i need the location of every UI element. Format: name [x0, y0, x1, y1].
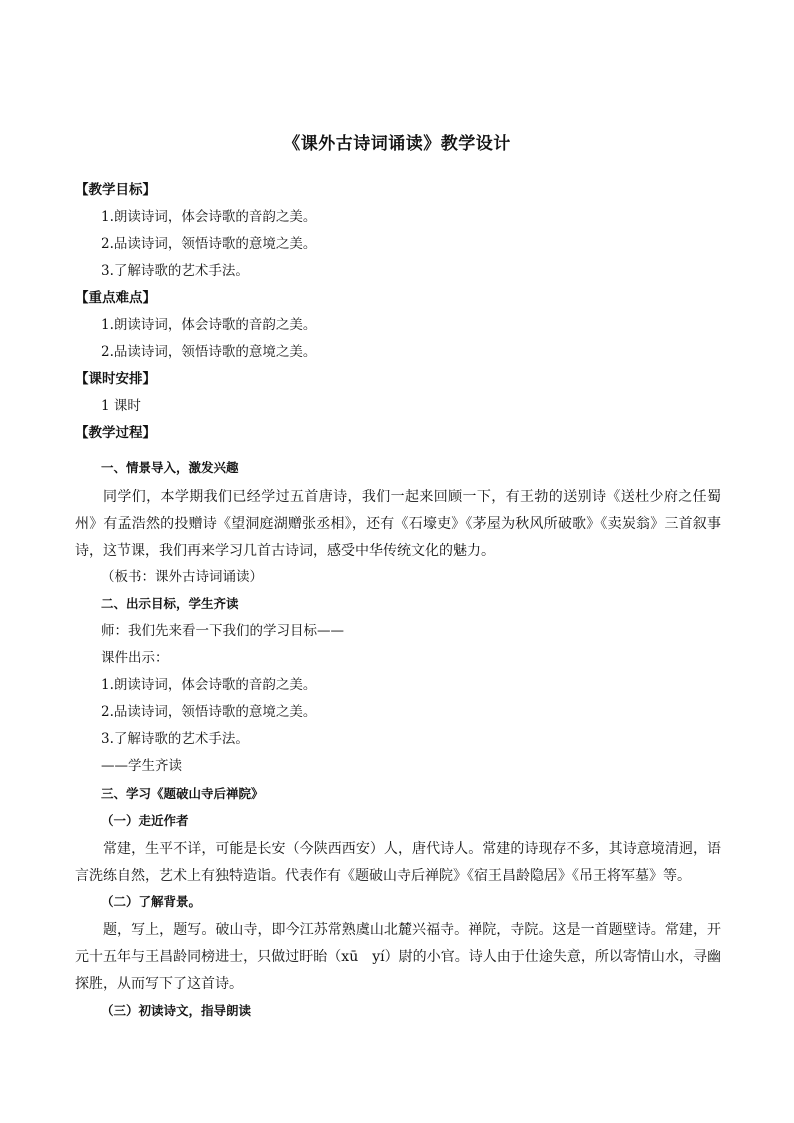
courseware-label: 课件出示： [101, 650, 169, 666]
substep-heading: （三）初读诗文，指导朗读 [101, 1003, 252, 1018]
goal-item: 2.品读诗词，领悟诗歌的意境之美。 [101, 236, 317, 252]
substep-heading: （二）了解背景。 [101, 894, 202, 909]
goal-item: 1.朗读诗词，体会诗歌的音韵之美。 [101, 209, 317, 225]
step-heading: 一、情景导入，激发兴趣 [101, 460, 239, 475]
section-heading-process: 【教学过程】 [75, 425, 156, 441]
board-note: （板书：课外古诗词诵读） [101, 569, 263, 585]
step-heading: 二、出示目标，学生齐读 [101, 596, 239, 611]
courseware-item: 2.品读诗词，领悟诗歌的意境之美。 [101, 704, 317, 720]
section-heading-schedule: 【课时安排】 [75, 371, 156, 387]
goal-item: 3.了解诗歌的艺术手法。 [101, 263, 249, 279]
key-point-item: 1.朗读诗词，体会诗歌的音韵之美。 [101, 317, 317, 333]
student-line: ——学生齐读 [101, 758, 182, 774]
schedule-value: 1 课时 [101, 398, 141, 414]
key-point-item: 2.品读诗词，领悟诗歌的意境之美。 [101, 344, 317, 360]
step1-paragraph: 同学们，本学期我们已经学过五首唐诗，我们一起来回顾一下，有王勃的送别诗《送杜少府之任蜀州》有孟浩然的投赠诗《望洞庭湖赠张丞相》，还有《石壕吏》《茅屋为秋风所破歌》《卖炭翁》三首叙事诗，这节课，我们再来学习几首古诗词，感受中华传统文化的魅力。 [75, 489, 721, 559]
author-paragraph: 常建，生平不详，可能是长安（今陕西西安）人，唐代诗人。常建的诗现存不多，其诗意境清迥，语言洗练自然，艺术上有独特造诣。代表作有《题破山寺后禅院》《宿王昌龄隐居》《吊王将军墓》等。 [75, 841, 721, 884]
document-title: 《课外古诗词诵读》教学设计 [283, 134, 511, 154]
background-paragraph: 题，写上，题写。破山寺，即今江苏常熟虞山北麓兴福寺。禅院，寺院。这是一首题壁诗。常建，开元十五年与王昌龄同榜进士，只做过盱眙（xū yí）尉的小官。诗人由于仕途失意，所以寄情山水，寻幽探胜，从而写下了这首诗。 [75, 922, 721, 992]
section-heading-key-points: 【重点难点】 [75, 290, 156, 306]
courseware-item: 3.了解诗歌的艺术手法。 [101, 731, 249, 747]
step-heading: 三、学习《题破山寺后禅院》 [101, 786, 264, 801]
teacher-line: 师：我们先来看一下我们的学习目标—— [101, 623, 344, 639]
courseware-item: 1.朗读诗词，体会诗歌的音韵之美。 [101, 677, 317, 693]
section-heading-goals: 【教学目标】 [75, 182, 156, 198]
substep-heading: （一）走近作者 [101, 813, 189, 828]
